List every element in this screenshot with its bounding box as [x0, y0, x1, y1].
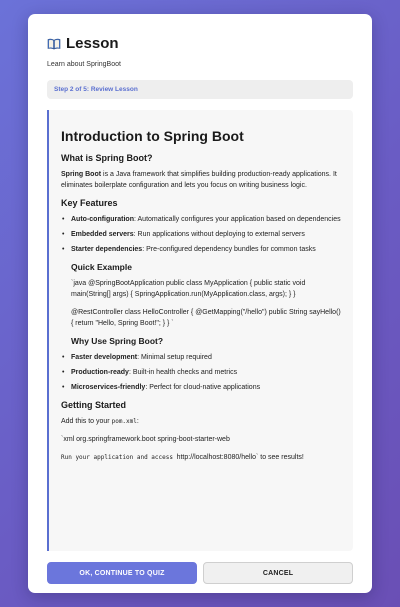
why-list [61, 352, 343, 393]
list-item [61, 244, 343, 255]
title-row [47, 35, 121, 52]
start-text: Add this to your [61, 418, 112, 425]
lesson-title: Introduction to Spring Boot [61, 128, 244, 144]
lesson-dialog [28, 14, 372, 593]
feature-text: : Run applications without deploying to external servers [133, 231, 305, 238]
dialog-header [47, 35, 121, 68]
run-url: http://localhost:8080/hello` to see results! [176, 454, 304, 461]
intro-text: is a Java framework that simplifies building production-ready applications. It eliminates boilerplate configuration and lets you focus on writing business logic. [61, 171, 337, 189]
why-text: : Built-in health checks and metrics [128, 369, 238, 376]
feature-text: : Automatically configures your application based on dependencies [134, 216, 341, 223]
start-code: `xml org.springframework.boot spring-boot-starter-web [61, 436, 230, 443]
step-indicator: Step 2 of 5: Review Lesson [47, 80, 353, 99]
book-icon [47, 38, 61, 50]
intro-paragraph [61, 169, 343, 191]
start-heading: Getting Started [61, 400, 127, 410]
dialog-title: Lesson [66, 35, 119, 52]
run-text: Run your application and access [61, 454, 177, 461]
dialog-subtitle: Learn about SpringBoot [47, 61, 121, 68]
feature-label: Embedded servers [71, 231, 134, 238]
why-label: Faster development [71, 354, 138, 361]
example-code-2: @RestController class HelloController { @GetMapping("/hello") public String sayHello() { return "Hello, Spring Boot!"; } } ` [71, 309, 341, 327]
why-text: : Minimal setup required [137, 354, 212, 361]
why-label: Microservices-friendly [71, 384, 146, 391]
dialog-actions [47, 562, 353, 584]
features-list [61, 214, 343, 255]
what-heading: What is Spring Boot? [61, 153, 153, 163]
list-item [61, 382, 343, 393]
lesson-content[interactable] [47, 110, 353, 551]
feature-label: Auto-configuration [71, 216, 134, 223]
example-heading: Quick Example [71, 262, 132, 272]
why-text: : Perfect for cloud-native applications [145, 384, 261, 391]
feature-text: : Pre-configured dependency bundles for common tasks [142, 246, 316, 253]
intro-strong: Spring Boot [61, 171, 102, 178]
features-heading: Key Features [61, 198, 118, 208]
list-item [61, 214, 343, 225]
feature-label: Starter dependencies [71, 246, 143, 253]
list-item [61, 229, 343, 240]
start-colon: : [136, 418, 139, 425]
run-paragraph [61, 452, 343, 463]
start-paragraph [61, 416, 343, 427]
why-heading: Why Use Spring Boot? [71, 336, 164, 346]
cancel-button[interactable]: CANCEL [203, 562, 353, 584]
example-code-1: `java @SpringBootApplication public class MyApplication { public static void main(String[] args) { SpringApplication.run(MyApplication.class, args); } } [71, 280, 306, 298]
continue-to-quiz-button[interactable]: OK, CONTINUE TO QUIZ [47, 562, 197, 584]
list-item [61, 367, 343, 378]
list-item [61, 352, 343, 363]
why-label: Production-ready [71, 369, 129, 376]
start-file: pom.xml [111, 418, 137, 425]
